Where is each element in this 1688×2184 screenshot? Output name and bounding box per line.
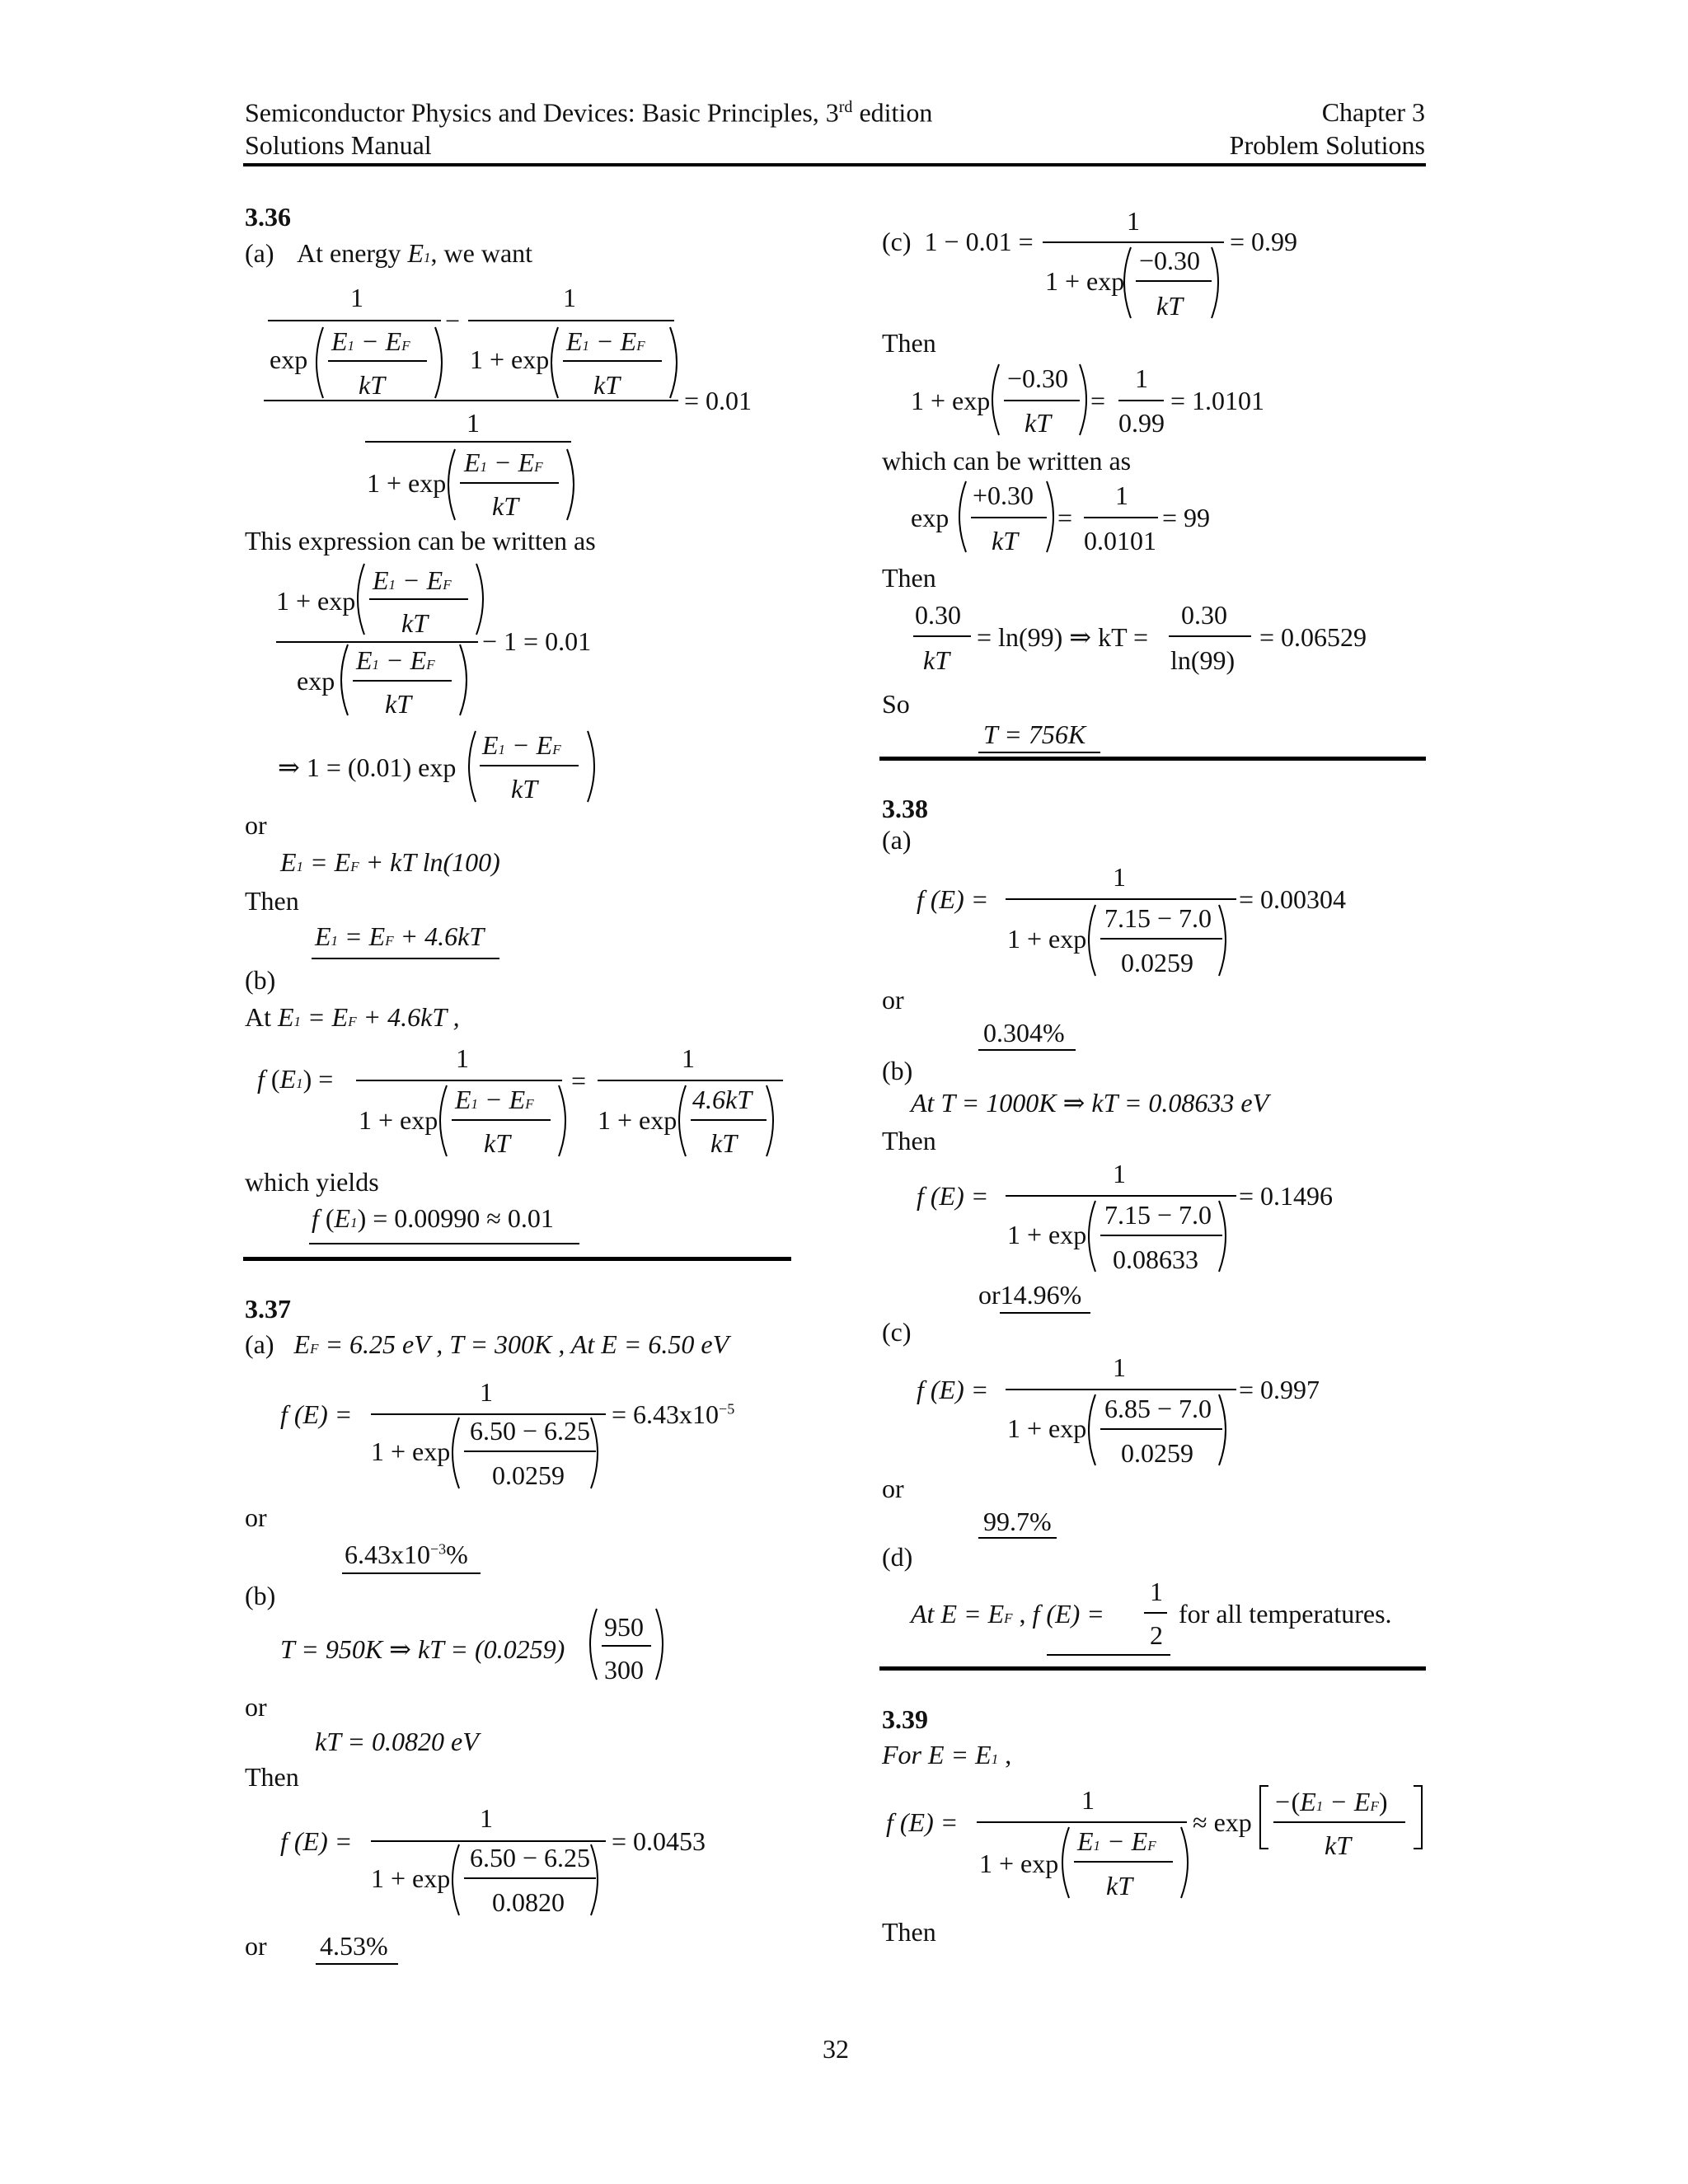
denominator-text: 0.08633 [1113, 1244, 1198, 1274]
numerator-text: −0.30 [1139, 246, 1201, 275]
manual-label: Solutions Manual [245, 130, 432, 160]
a-percent: $6.43x10^{-3}\%$ [345, 1540, 468, 1569]
denominator-text: 0.0259 [492, 1460, 565, 1490]
then-text: Then [882, 1126, 936, 1155]
fraction-bar [1169, 635, 1251, 637]
equals-sign: = [1057, 503, 1073, 532]
section-rule [879, 757, 1426, 761]
page-number: 32 [823, 2034, 849, 2064]
one-plus-exp: 1 + exp [470, 344, 550, 374]
f-e-lhs: f (E) = [917, 884, 989, 914]
one-plus-exp: 1 + exp [979, 1849, 1059, 1878]
kt-text: kT [1156, 291, 1183, 321]
b-percent: 4.53% [320, 1931, 388, 1961]
part-b-label: (b) [245, 1581, 276, 1610]
answer-underline [1000, 1312, 1090, 1314]
answer-underline [312, 958, 499, 959]
answer-underline [978, 1049, 1076, 1051]
fraction-bar [691, 1119, 767, 1121]
equation-result: = 0.01 [684, 386, 753, 415]
denominator-text: 0.0259 [1121, 1438, 1193, 1468]
fraction-bar [1006, 898, 1236, 900]
fraction-bar [328, 360, 427, 362]
kt-text: kT [359, 370, 385, 400]
denominator-text: 0.0101 [1084, 526, 1156, 555]
fraction-bar [468, 320, 674, 321]
f-e-lhs: f (E) = [280, 1826, 353, 1856]
f-e-lhs: f (E) = [917, 1375, 989, 1404]
numerator-text: 7.15 − 7.0 [1104, 1200, 1212, 1230]
e1-minus-ef: E1 − EF [356, 645, 435, 675]
a-result: = $6.43x10^{-5}$ [612, 1399, 735, 1429]
num-one: 1 [350, 283, 363, 312]
or-text: or [882, 985, 904, 1015]
minus-sign: − [445, 306, 461, 335]
part-d-label: (d) [882, 1542, 913, 1572]
f-e-lhs: f (E) = [280, 1399, 353, 1429]
c-part-line: (c) 1 − 0.01 = [882, 227, 1034, 256]
b-percent: or14.96% [978, 1280, 1082, 1310]
fraction-bar [1136, 280, 1212, 282]
one-plus-exp: 1 + exp [911, 386, 991, 415]
num-one: 1 [1150, 1577, 1163, 1606]
fraction-bar [1144, 1612, 1167, 1614]
fraction-bar [371, 1840, 606, 1842]
fraction-bar [1100, 1428, 1222, 1430]
text-line: This expression can be written as [245, 526, 596, 555]
fraction-bar [353, 680, 452, 682]
kt-text: kT [1325, 1830, 1351, 1860]
fraction-bar [1118, 400, 1164, 401]
e1-minus-ef: E1 − EF [1077, 1826, 1156, 1856]
num-one: 1 [456, 1043, 469, 1073]
e1-minus-ef: E1 − EF [482, 730, 561, 760]
kt-text: kT [511, 774, 537, 804]
answer-underline [309, 1243, 579, 1244]
fraction-bar [460, 482, 559, 484]
fraction-bar [563, 360, 662, 362]
fraction-bar [913, 635, 971, 637]
num-one: 1 [1113, 862, 1126, 892]
a-result: = 0.00304 [1239, 884, 1347, 914]
f-e-lhs: f (E) = [886, 1807, 959, 1837]
t-final-answer: T = 756K [983, 719, 1086, 749]
e1-equation: E1 = EF + kT ln(100) [280, 847, 500, 877]
fraction-bar [602, 1645, 651, 1647]
e1-minus-ef: E1 − EF [373, 565, 452, 595]
answer-underline [978, 752, 1100, 753]
exp-text: exp [911, 503, 950, 532]
fraction-bar [356, 1080, 562, 1081]
numerator-text: 0.30 [1181, 600, 1227, 630]
equals-sign: = [571, 1066, 587, 1095]
numerator-text: +0.30 [973, 480, 1034, 510]
one-plus-exp: 1 + exp [1007, 1413, 1087, 1443]
numerator-text: −0.30 [1007, 363, 1069, 393]
kt-text: kT [484, 1128, 510, 1158]
fraction-bar [371, 1413, 606, 1415]
denominator-text: ln(99) [1170, 645, 1236, 675]
f-e1-lhs: f (E1) = [257, 1064, 334, 1094]
fraction-bar [268, 320, 441, 321]
denominator-text: 0.0820 [492, 1887, 565, 1917]
one-plus-exp: 1 + exp [276, 586, 356, 616]
equation-result: − 1 = 0.01 [482, 626, 592, 656]
implies-line: ⇒ 1 = (0.01) exp [278, 752, 457, 782]
denominator-text: 300 [604, 1655, 644, 1685]
exp-text: exp [297, 666, 335, 696]
problem-3-38-number: 3.38 [882, 794, 928, 823]
num-one: 1 [1115, 480, 1128, 510]
d-tail: for all temperatures. [1179, 1599, 1392, 1629]
fraction-bar [1273, 1821, 1405, 1823]
one-plus-exp: 1 + exp [1007, 924, 1087, 954]
header-rule [243, 163, 1426, 166]
c-result: = 0.997 [1239, 1375, 1320, 1404]
fraction-bar [365, 441, 571, 443]
so-text: So [882, 689, 910, 719]
fraction-bar [971, 517, 1047, 518]
fraction-bar [1100, 938, 1222, 940]
fraction-bar [1084, 517, 1158, 518]
answer-underline [316, 1963, 398, 1965]
fraction-bar [464, 1877, 596, 1879]
text-line: which can be written as [882, 446, 1132, 476]
fraction-bar [1006, 1195, 1236, 1197]
numerator-text: 6.50 − 6.25 [470, 1843, 591, 1872]
then-text: Then [245, 1762, 299, 1792]
one-plus-exp: 1 + exp [371, 1863, 451, 1893]
c-result-4: = 0.06529 [1259, 622, 1367, 652]
or-text: or [245, 810, 267, 840]
which-yields-text: which yields [245, 1167, 379, 1197]
part-a-label: (a) [245, 238, 274, 268]
part-c-label: (c) [882, 1317, 912, 1347]
c-percent: 99.7% [983, 1507, 1052, 1536]
section-label: Problem Solutions [1229, 130, 1425, 160]
then-text: Then [882, 563, 936, 593]
num-one: 1 [1081, 1785, 1095, 1815]
fraction-bar [1004, 400, 1080, 401]
neg-e1-minus-ef: −(E1 − EF) [1273, 1787, 1388, 1816]
num-one: 1 [1127, 206, 1140, 236]
fraction-bar [598, 1080, 783, 1081]
problem-3-37-number: 3.37 [245, 1294, 291, 1324]
numerator-text: 6.50 − 6.25 [470, 1416, 591, 1446]
kt-text: kT [992, 526, 1018, 555]
part-a-label: (a) [882, 825, 912, 855]
fraction-bar [977, 1821, 1187, 1823]
one-plus-exp: 1 + exp [359, 1105, 438, 1135]
fraction-bar [1100, 1235, 1222, 1236]
at-line: At E1 = EF + 4.6kT , [245, 1002, 460, 1032]
problem-3-36-number: 3.36 [245, 202, 291, 232]
b-final-answer: f (E1) = 0.00990 ≈ 0.01 [312, 1203, 554, 1233]
ln-line: = ln(99) ⇒ kT = [977, 622, 1149, 652]
fraction-bar [464, 1451, 596, 1452]
e1-final-answer: E1 = EF + 4.6kT [315, 921, 485, 951]
exp-text: exp [270, 344, 308, 374]
answer-underline [342, 1572, 481, 1574]
part-b-label: (b) [245, 965, 276, 995]
d-line: At E = EF , f (E) = [911, 1599, 1104, 1629]
one-plus-exp: 1 + exp [1045, 266, 1125, 296]
one-plus-exp: 1 + exp [598, 1105, 678, 1135]
fraction-bar [1043, 241, 1224, 243]
c-result-3: = 99 [1162, 503, 1211, 532]
num-one: 1 [682, 1043, 695, 1073]
kt-text: kT [710, 1128, 737, 1158]
part-a-intro: At energy E1, we want [297, 238, 533, 268]
book-title: Semiconductor Physics and Devices: Basic Principles, 3rd edition [245, 97, 933, 128]
e1-minus-ef: E1 − EF [331, 326, 410, 356]
b-at-line: At T = 1000K ⇒ kT = 0.08633 eV [911, 1088, 1269, 1118]
num-one: 1 [1113, 1159, 1126, 1188]
chapter-label: Chapter 3 [1321, 97, 1425, 127]
denominator-two: 2 [1150, 1620, 1163, 1650]
kt-text: kT [492, 491, 518, 521]
section-rule [879, 1666, 1426, 1671]
f-e-lhs: f (E) = [917, 1181, 989, 1211]
approx-text: ≈ exp [1193, 1807, 1252, 1837]
num-one: 1 [480, 1803, 493, 1833]
kt-text: kT [1025, 408, 1051, 438]
or-text: or [245, 1502, 267, 1532]
a-percent: 0.304% [983, 1018, 1065, 1047]
problem-3-39-number: 3.39 [882, 1704, 928, 1734]
part-b-label: (b) [882, 1056, 913, 1085]
num-one: 1 [1135, 363, 1148, 393]
kt-text: kT [923, 645, 950, 675]
then-text: Then [882, 328, 936, 358]
c-result: = 0.99 [1230, 227, 1298, 256]
num-one: 1 [480, 1377, 493, 1407]
b-result: = 0.0453 [612, 1826, 706, 1856]
e1-minus-ef: E1 − EF [455, 1085, 534, 1114]
c-result-2: = 1.0101 [1170, 386, 1265, 415]
b-kt-line: kT = 0.0820 eV [315, 1727, 479, 1756]
b-kt-text: 4.6kT [692, 1085, 752, 1114]
then-text: Then [882, 1917, 936, 1947]
for-line: For E = E1 , [882, 1740, 1012, 1769]
answer-underline [1047, 1654, 1170, 1656]
numerator-text: 6.85 − 7.0 [1104, 1394, 1212, 1423]
kt-text: kT [385, 689, 411, 719]
numerator-text: 7.15 − 7.0 [1104, 903, 1212, 933]
b-result: = 0.1496 [1239, 1181, 1334, 1211]
or-text: or [245, 1692, 267, 1722]
or-text: or [882, 1474, 904, 1503]
e1-minus-ef: E1 − EF [464, 448, 543, 477]
answer-underline [978, 1537, 1057, 1539]
kt-text: kT [401, 608, 428, 638]
fraction-bar [1006, 1389, 1236, 1390]
denominator-text: 0.99 [1118, 408, 1165, 438]
fraction-bar [452, 1119, 551, 1121]
part-a-line: (a) EF = 6.25 eV , T = 300K , At E = 6.50 eV [245, 1329, 729, 1359]
num-one: 1 [1113, 1352, 1126, 1382]
one-plus-exp: 1 + exp [367, 468, 447, 498]
fraction-bar [369, 598, 468, 600]
section-rule [243, 1257, 791, 1261]
num-one: 1 [467, 408, 480, 438]
e1-minus-ef: E1 − EF [566, 326, 645, 356]
or-text: or [245, 1931, 267, 1961]
numerator-text: 0.30 [915, 600, 961, 630]
then-text: Then [245, 886, 299, 916]
num-one: 1 [563, 283, 576, 312]
fraction-bar [480, 765, 579, 766]
equals-sign: = [1090, 386, 1106, 415]
main-fraction-bar [264, 400, 678, 401]
fraction-bar [1074, 1861, 1173, 1863]
one-plus-exp: 1 + exp [371, 1436, 451, 1466]
kt-text: kT [593, 370, 620, 400]
one-plus-exp: 1 + exp [1007, 1220, 1087, 1249]
numerator-text: 950 [604, 1612, 644, 1642]
kt-text: kT [1106, 1871, 1132, 1900]
denominator-text: 0.0259 [1121, 948, 1193, 977]
b-t-line: T = 950K ⇒ kT = (0.0259) [280, 1634, 565, 1664]
